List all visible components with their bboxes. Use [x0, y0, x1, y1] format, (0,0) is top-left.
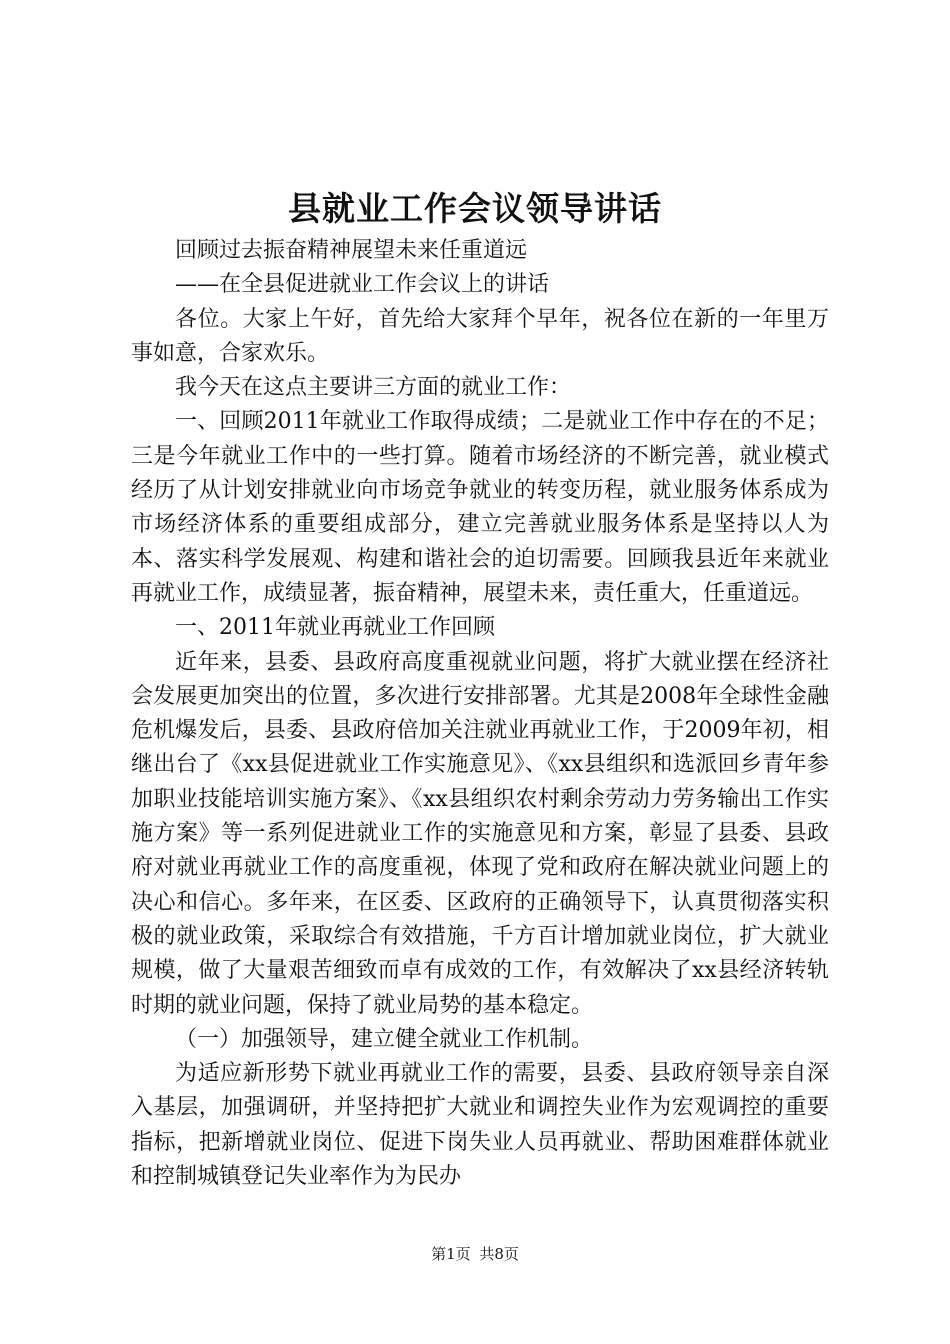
body-paragraph: 我今天在这点主要讲三方面的就业工作： [175, 375, 572, 401]
document-body [131, 234, 829, 1194]
body-paragraph: 为适应新形势下就业再就业工作的需要，县委、县政府领导亲自深入基层，加强调研，并坚持把扩大就业和调控失业作为宏观调控的重要指标，把新增就业岗位、促进下岗失业人员再就业、帮助困难群体就业和控制城镇登记失业率作为为民办 [131, 1061, 829, 1190]
body-paragraph: 各位。大家上午好，首先给大家拜个早年，祝各位在新的一年里万事如意，合家欢乐。 [131, 306, 829, 366]
subtitle-line: ——在全县促进就业工作会议上的讲话 [175, 272, 550, 298]
page-number: 第1页 [431, 1245, 471, 1263]
body-paragraph: 近年来，县委、县政府高度重视就业问题，将扩大就业摆在经济社会发展更加突出的位置，多次进行安排部署。尤其是2008年全球性金融危机爆发后，县委、县政府倍加关注就业再就业工作，于2009年初，相继出台了《xx县促进就业工作实施意见》、《xx县组织和选派回乡青年参加职业技能培训实施方案》、《xx县组织农村剩余劳动力劳务输出工作实施方案》等一系列促进就业工作的实施意见和方案，彰显了县委、县政府对就业再就业工作的高度重视，体现了党和政府在解决就业问题上的决心和信心。多年来，在区委、区政府的正确领导下，认真贯彻落实积极的就业政策，采取综合有效措施，千方百计增加就业岗位，扩大就业规模，做了大量艰苦细致而卓有成效的工作，有效解决了xx县经济转轨时期的就业问题，保持了就业局势的基本稳定。 [131, 649, 829, 1018]
section-heading: 一、2011年就业再就业工作回顾 [175, 615, 495, 641]
subsection-heading: （一）加强领导，建立健全就业工作机制。 [175, 1026, 594, 1052]
body-paragraph: 一、回顾2011年就业工作取得成绩；二是就业工作中存在的不足；三是今年就业工作中的一些打算。随着市场经济的不断完善，就业模式经历了从计划安排就业向市场竞争就业的转变历程，就业服务体系成为市场经济体系的重要组成部分，建立完善就业服务体系是坚持以人为本、落实科学发展观、构建和谐社会的迫切需要。回顾我县近年来就业再就业工作，成绩显著，振奋精神，展望未来，责任重大，任重道远。 [131, 409, 829, 606]
page-footer [0, 1242, 950, 1266]
page-total: 共8页 [479, 1245, 519, 1263]
document-title: 县就业工作会议领导讲话 [288, 189, 662, 228]
subtitle-line: 回顾过去振奋精神展望未来任重道远 [175, 238, 528, 263]
